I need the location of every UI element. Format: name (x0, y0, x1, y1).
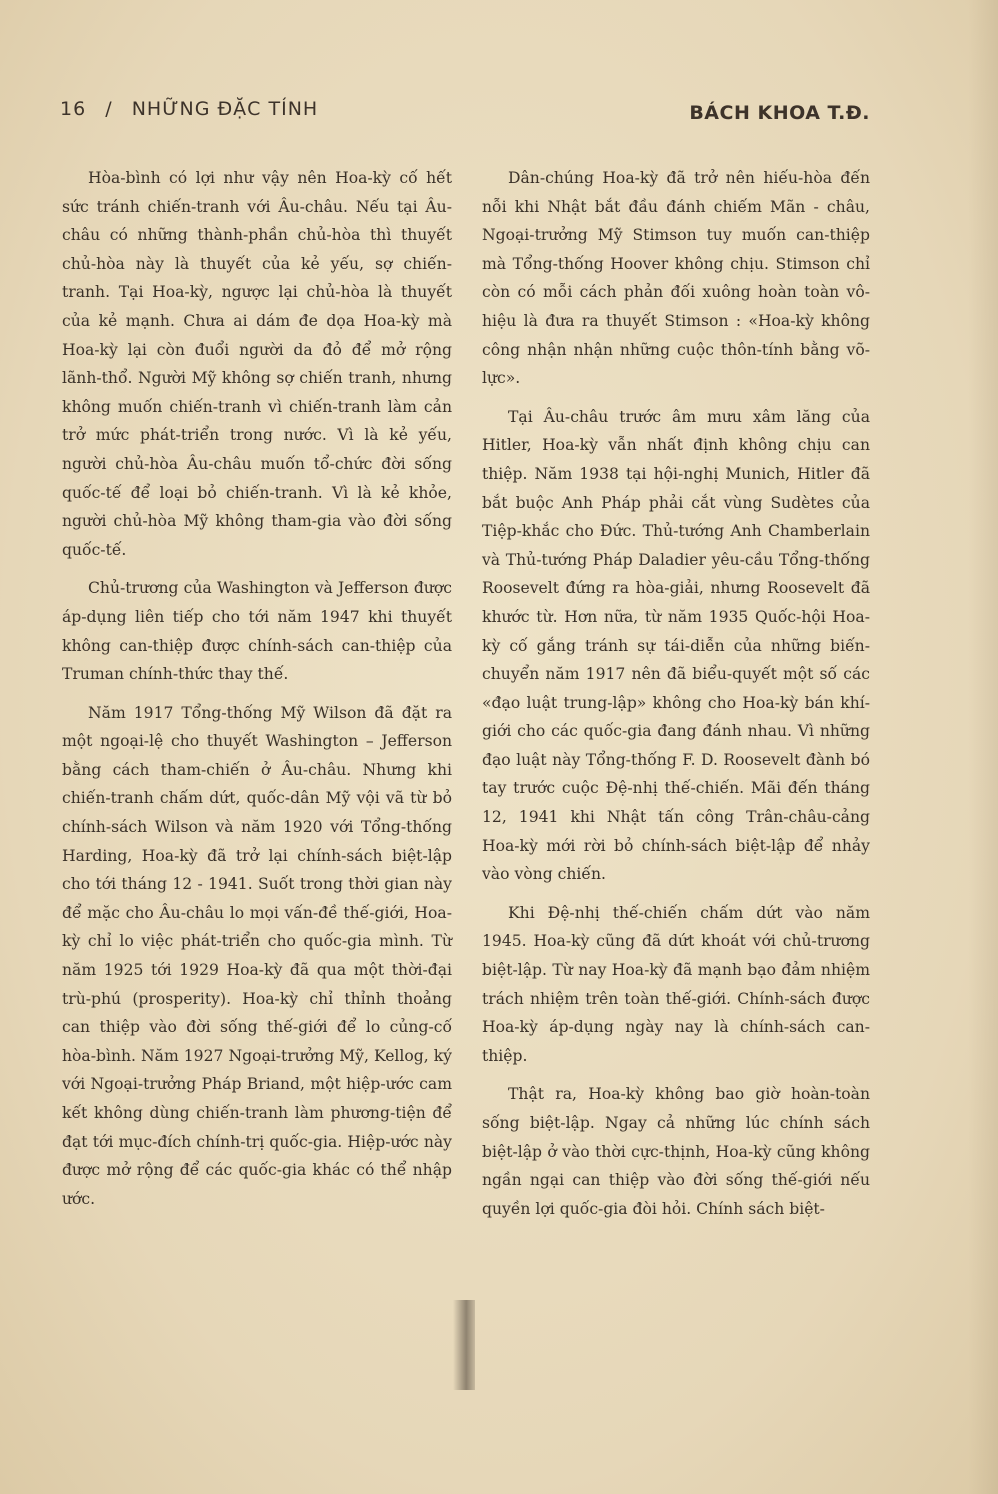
header-left (60, 98, 318, 120)
paragraph: Dân-chúng Hoa-kỳ đã trở nên hiếu-hòa đến nỗi khi Nhật bắt đầu đánh chiếm Mãn - châu, Ngoại-trưởng Mỹ Stimson tuy muốn can-thiệp mà Tổng-thống Hoover không chịu. Stimson chỉ còn có mỗi cách phản đối xuông hoàn toàn vô-hiệu là đưa ra thuyết Stimson : «Hoa-kỳ không công nhận nhận những cuộc thôn-tính bằng võ-lực». (482, 169, 870, 388)
paragraph: Thật ra, Hoa-kỳ không bao giờ hoàn-toàn sống biệt-lập. Ngay cả những lúc chính sách biệt-lập ở vào thời cực-thịnh, Hoa-kỳ cũng không ngần ngại can thiệp vào đời sống thế-giới nếu quyền lợi quốc-gia đòi hỏi. Chính sách biệt- (482, 1085, 870, 1218)
paragraph: Chủ-trương của Washington và Jefferson được áp-dụng liên tiếp cho tới năm 1947 khi thuyết không can-thiệp được chính-sách can-thiệp của Truman chính-thức thay thế. (62, 579, 452, 684)
page-number: 16 (60, 98, 87, 120)
right-column (482, 164, 870, 1223)
paragraph: Khi Đệ-nhị thế-chiến chấm dứt vào năm 1945. Hoa-kỳ cũng đã dứt khoát với chủ-trương biệt-lập. Từ nay Hoa-kỳ đã mạnh bạo đảm nhiệm trách nhiệm trên toàn thế-giới. Chính-sách được Hoa-kỳ áp-dụng ngày nay là chính-sách can-thiệp. (482, 903, 870, 1065)
page-edge-shadow (968, 0, 998, 1494)
paragraph: Hòa-bình có lợi như vậy nên Hoa-kỳ cố hết sức tránh chiến-tranh với Âu-châu. Nếu tại Âu-châu có những thành-phần chủ-hòa thì thuyết chủ-hòa này là thuyết của kẻ yếu, sợ chiến-tranh. Tại Hoa-kỳ, ngược lại chủ-hòa là thuyết của kẻ mạnh. Chưa ai dám đe dọa Hoa-kỳ mà Hoa-kỳ lại còn đuổi người da đỏ để mở rộng lãnh-thổ. Người Mỹ không sợ chiến tranh, nhưng không muốn chiến-tranh vì chiến-tranh làm cản trở mức phát-triển trong nước. Vì là kẻ yếu, người chủ-hòa Âu-châu muốn tổ-chức đời sống quốc-tế để loại bỏ chiến-tranh. Vì là kẻ khỏe, người chủ-hòa Mỹ không tham-gia vào đời sống quốc-tế. (62, 169, 452, 559)
left-column (62, 164, 452, 1213)
header-separator: / (105, 98, 113, 120)
section-title: NHỮNG ĐẶC TÍNH (131, 98, 319, 120)
publication-name: BÁCH KHOA T.Đ. (689, 102, 870, 124)
page-header (60, 98, 870, 132)
paragraph: Tại Âu-châu trước âm mưu xâm lăng của Hitler, Hoa-kỳ vẫn nhất định không chịu can thiệp. Năm 1938 tại hội-nghị Munich, Hitler đã bắt buộc Anh Pháp phải cắt vùng Sudètes của Tiệp-khắc cho Đức. Thủ-tướng Anh Chamberlain và Thủ-tướng Pháp Daladier yêu-cầu Tổng-thống Roosevelt đứng ra hòa-giải, nhưng Roosevelt đã khước từ. Hơn nữa, từ năm 1935 Quốc-hội Hoa-kỳ cố gắng tránh sự tái-diễn của những biến-chuyển năm 1917 nên đã biểu-quyết một số các «đạo luật trung-lập» không cho Hoa-kỳ bán khí-giới cho các quốc-gia đang đánh nhau. Vì những đạo luật này Tổng-thống F. D. Roosevelt đành bó tay trước cuộc Đệ-nhị thế-chiến. Mãi đến tháng 12, 1941 khi Nhật tấn công Trân-châu-cảng Hoa-kỳ mới rời bỏ chính-sách biệt-lập để nhảy vào vòng chiến. (482, 407, 870, 884)
page-fold-shadow (453, 1300, 475, 1390)
paragraph: Năm 1917 Tổng-thống Mỹ Wilson đã đặt ra một ngoại-lệ cho thuyết Washington – Jefferson bằng cách tham-chiến ở Âu-châu. Nhưng khi chiến-tranh chấm dứt, quốc-dân Mỹ vội vã từ bỏ chính-sách Wilson và năm 1920 với Tổng-thống Harding, Hoa-kỳ đã trở lại chính-sách biệt-lập cho tới tháng 12 - 1941. Suốt trong thời gian này để mặc cho Âu-châu lo mọi vấn-đề thế-giới, Hoa-kỳ chỉ lo việc phát-triển cho quốc-gia mình. Từ năm 1925 tới 1929 Hoa-kỳ đã qua một thời-đại trù-phú (prosperity). Hoa-kỳ chỉ thỉnh thoảng can thiệp vào đời sống thế-giới để lo củng-cố hòa-bình. Năm 1927 Ngoại-trưởng Mỹ, Kellog, ký với Ngoại-trưởng Pháp Briand, một hiệp-ước cam kết không dùng chiến-tranh làm phương-tiện để đạt tới mục-đích chính-trị quốc-gia. Hiệp-ước này được mở rộng để các quốc-gia khác có thể nhập ước. (62, 703, 452, 1208)
